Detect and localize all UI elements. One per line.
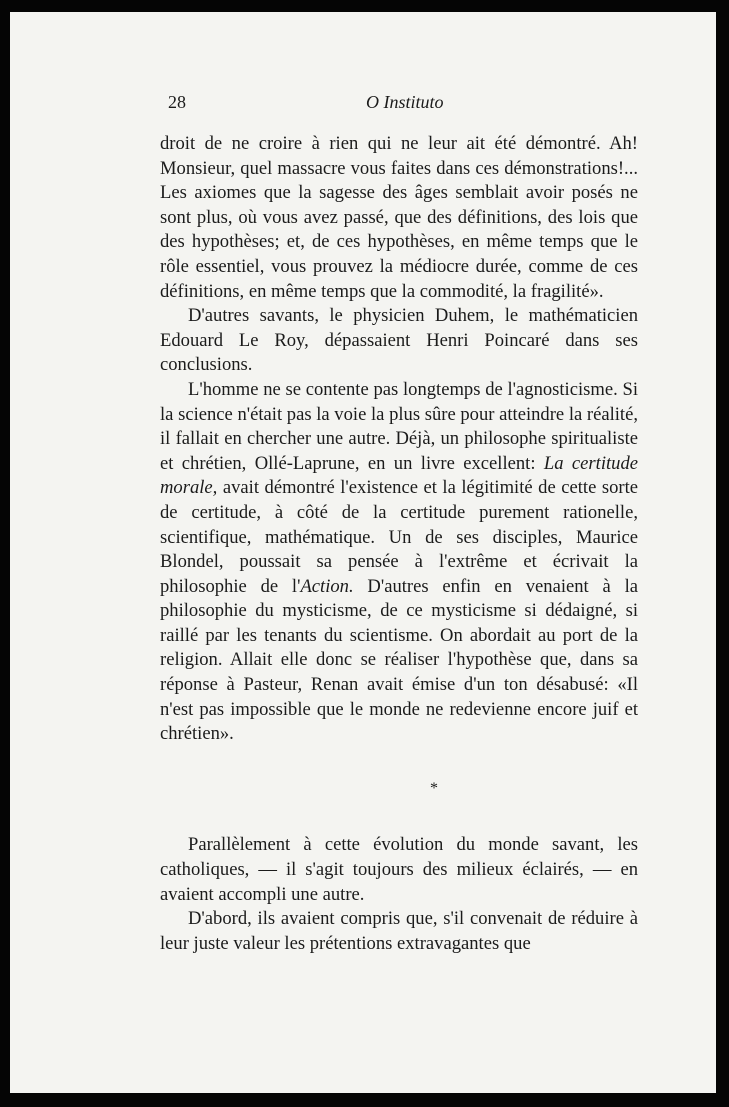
paragraph-text: droit de ne croire à rien qui ne leur ait été démontré. Ah! Monsieur, quel massacre vous faites dans ces démonstrations!... Les axiomes que la sagesse des âges semblait avoir posés ne sont plus, où vous avez passé, que des définitions, des lois que des hypothèses; et, de ces hypothèses, en même temps que le rôle essentiel, vous prouvez la médiocre durée, comme de ces définitions, en même temps que la commodité, la fragilité». — [160, 133, 638, 302]
page-number: 28 — [168, 92, 186, 112]
italic-title: Action. — [300, 575, 354, 597]
italic-title: La certitude morale, — [160, 452, 638, 499]
paragraph-text: L'homme ne se contente pas longtemps de l'agnosticisme. Si la science n'était pas la voie la plus sûre pour atteindre la réalité, il fallait en chercher une autre. Déjà, un philosophe spiritualiste et chrétien, Ollé-Laprune, en un livre excellent: — [160, 378, 638, 474]
text-section-2 — [160, 833, 638, 956]
text-section-1 — [160, 132, 638, 747]
scanned-page — [10, 12, 716, 1093]
running-title: O Instituto — [366, 92, 444, 112]
paragraph — [160, 378, 638, 747]
paragraph-text: Parallèlement à cette évolution du monde savant, les catholiques, — il s'agit toujours des milieux éclairés, — en avaient accompli une autre. — [160, 834, 638, 905]
page-header — [160, 90, 638, 114]
paragraph — [160, 304, 638, 378]
paragraph-text: D'abord, ils avaient compris que, s'il convenait de réduire à leur juste valeur les prétentions extravagantes que — [160, 908, 638, 954]
paragraph — [160, 132, 638, 304]
paragraph-text: D'autres savants, le physicien Duhem, le mathématicien Edouard Le Roy, dépassaient Henri Poincaré dans ses conclusions. — [160, 305, 638, 376]
paragraph — [160, 833, 638, 907]
page-content — [160, 90, 638, 956]
paragraph-text: avait démontré l'existence et la légitimité de cette sorte de certitude, à côté de la certitude purement rationelle, scientifique, mathématique. Un de ses disciples, Maurice Blondel, poussait sa pensée à l'extrême et écrivait la philosophie de l' — [160, 477, 638, 597]
section-separator: * — [430, 779, 438, 797]
paragraph — [160, 907, 638, 956]
paragraph-text: D'autres enfin en venaient à la philosophie du mysticisme, de ce mysticisme si dédaigné, si raillé par les tenants du scientisme. On abordait au port de la religion. Allait elle donc se réaliser l'hypothèse que, dans sa réponse à Pasteur, Renan avait émise d'un ton désabusé: «Il n'est pas impossible que le monde ne redevienne encore juif et chrétien». — [160, 575, 638, 745]
